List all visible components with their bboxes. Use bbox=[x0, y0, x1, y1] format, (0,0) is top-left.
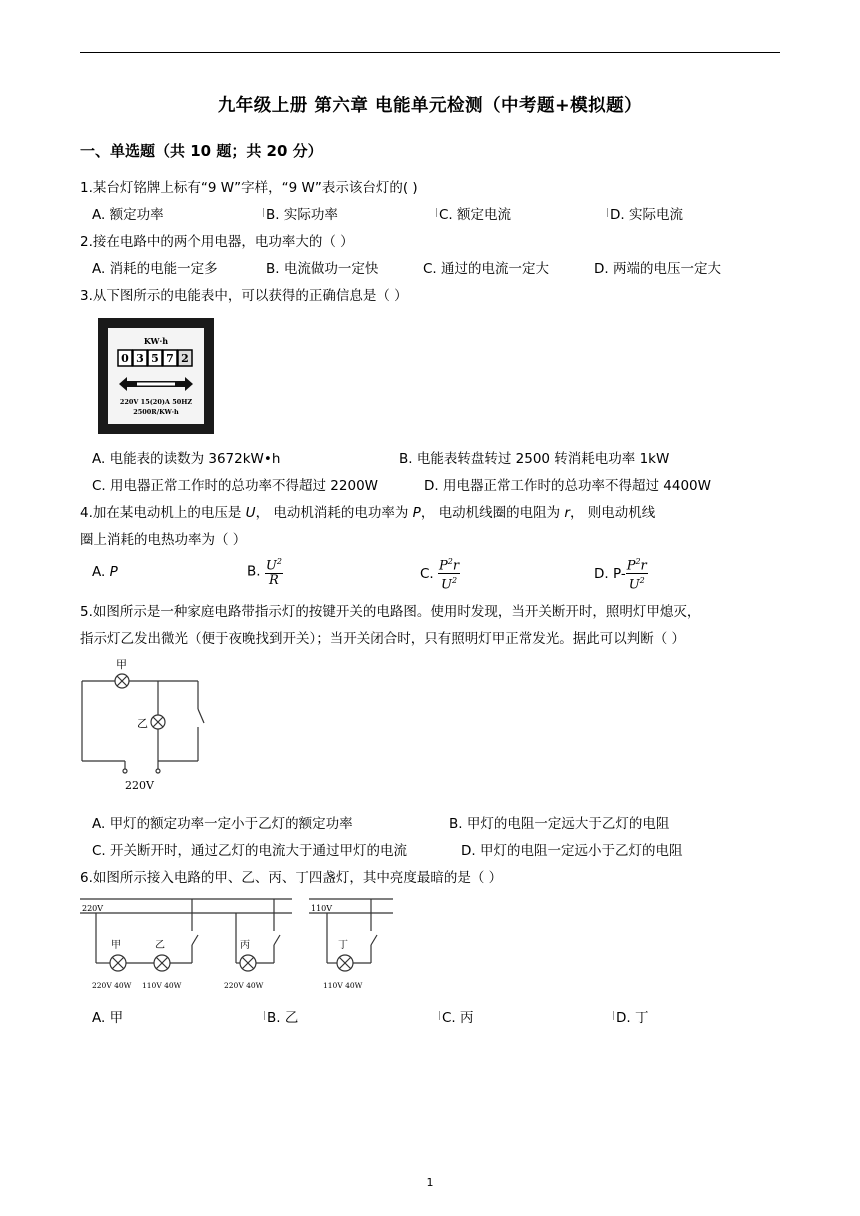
question-2-option-a: A. 消耗的电能一定多 bbox=[92, 261, 218, 277]
stem-text: ， 电动机消耗的电功率为 bbox=[255, 505, 413, 521]
lamp-rating: 110V 40W bbox=[323, 981, 363, 990]
meter-digit: 7 bbox=[166, 352, 174, 365]
fraction bbox=[265, 555, 283, 588]
frac-num: U bbox=[265, 558, 277, 574]
question-1-stem: 1.某台灯铭牌上标有“9 W”字样，“9 W”表示该台灯的( ) bbox=[80, 180, 418, 196]
lamp-rating: 110V 40W bbox=[142, 981, 182, 990]
question-5-stem-line-1: 5.如图所示是一种家庭电路带指示灯的按键开关的电路图。使用时发现，当开关断开时，照明灯甲熄灭， bbox=[80, 604, 701, 620]
question-5-option-d: D. 甲灯的电阻一定远小于乙灯的电阻 bbox=[461, 843, 683, 859]
exponent: 2 bbox=[447, 557, 453, 566]
lamp-label-ding: 丁 bbox=[338, 940, 348, 951]
exponent: 2 bbox=[639, 576, 645, 586]
question-5-option-c: C. 开关断开时，通过乙灯的电流大于通过甲灯的电流 bbox=[92, 843, 408, 859]
page-title: 九年级上册 第六章 电能单元检测（中考题+模拟题） bbox=[217, 96, 643, 116]
question-2-option-d: D. 两端的电压一定大 bbox=[594, 261, 721, 277]
var-r: r bbox=[564, 505, 570, 521]
option-label: A. bbox=[92, 564, 110, 580]
lamps-circuit-figure-left bbox=[80, 895, 292, 995]
fraction bbox=[626, 555, 648, 593]
question-1-option-d: D. 实际电流 bbox=[610, 207, 683, 223]
frac-num: P bbox=[439, 558, 448, 574]
meter-spec-1: 220V 15(20)A 50HZ bbox=[119, 398, 193, 406]
question-2-stem: 2.接在电路中的两个用电器，电功率大的（ ） bbox=[80, 234, 354, 250]
question-6-option-d: D. 丁 bbox=[616, 1010, 649, 1026]
question-4-option-a bbox=[92, 564, 118, 580]
question-4-option-b bbox=[247, 555, 283, 588]
question-1-option-c: C. 额定电流 bbox=[439, 207, 512, 223]
frac-num: P bbox=[626, 558, 636, 574]
meter-spec-2: 2500R/KW·h bbox=[133, 408, 179, 416]
var-p: P bbox=[412, 505, 421, 521]
question-6-option-a: A. 甲 bbox=[92, 1010, 124, 1026]
frac-num-r: r bbox=[452, 558, 460, 574]
question-5-option-a: A. 甲灯的额定功率一定小于乙灯的额定功率 bbox=[92, 816, 353, 832]
option-var: P bbox=[109, 564, 118, 580]
electric-meter-figure bbox=[97, 317, 215, 435]
question-5-option-b: B. 甲灯的电阻一定远大于乙灯的电阻 bbox=[449, 816, 670, 832]
question-4-stem-line-2: 圈上消耗的电热功率为（ ） bbox=[80, 532, 247, 548]
question-4-option-c bbox=[420, 555, 460, 593]
option-label: D. P- bbox=[594, 565, 626, 582]
lamps-circuit-figure-right bbox=[309, 895, 393, 995]
frac-den: U bbox=[441, 577, 452, 593]
question-6-option-c: C. 丙 bbox=[442, 1010, 474, 1026]
option-label: B. bbox=[247, 563, 265, 580]
question-5-stem-line-2: 指示灯乙发出微光（便于夜晚找到开关）；当开关闭合时，只有照明灯甲正常发光。据此可以判断（ ） bbox=[80, 631, 686, 647]
supply-voltage-220: 220V bbox=[82, 904, 104, 913]
question-3-option-d: D. 用电器正常工作时的总功率不得超过 4400W bbox=[424, 478, 711, 494]
question-1-option-a: A. 额定功率 bbox=[92, 207, 164, 223]
question-2-option-b: B. 电流做功一定快 bbox=[266, 261, 379, 277]
question-4-stem bbox=[80, 501, 655, 521]
lamp-rating: 220V 40W bbox=[224, 981, 264, 990]
question-3-option-c: C. 用电器正常工作时的总功率不得超过 2200W bbox=[92, 478, 379, 494]
supply-voltage-110: 110V bbox=[311, 904, 333, 913]
meter-digit: 5 bbox=[151, 352, 159, 365]
question-3-option-b: B. 电能表转盘转过 2500 转消耗电功率 1kW bbox=[399, 451, 670, 467]
lamp-label-jia: 甲 bbox=[111, 940, 121, 951]
question-2-option-c: C. 通过的电流一定大 bbox=[423, 261, 550, 277]
question-3-stem: 3.从下图所示的电能表中，可以获得的正确信息是（ ） bbox=[80, 288, 408, 304]
question-3-option-a: A. 电能表的读数为 3672kW•h bbox=[92, 451, 281, 467]
meter-digit: 3 bbox=[136, 352, 144, 365]
lamp-label-bing: 丙 bbox=[240, 940, 250, 951]
exponent: 2 bbox=[276, 557, 282, 566]
var-u: U bbox=[245, 505, 256, 521]
page-number: 1 bbox=[426, 1176, 434, 1189]
meter-unit: KW·h bbox=[143, 336, 169, 346]
meter-digit: 0 bbox=[121, 352, 129, 365]
frac-num-r: r bbox=[640, 558, 647, 574]
stem-text: ， 电动机线圈的电阻为 bbox=[420, 505, 565, 521]
fraction bbox=[438, 555, 460, 593]
question-6-option-b: B. 乙 bbox=[267, 1010, 299, 1026]
source-voltage: 220V bbox=[125, 779, 154, 792]
switch-circuit-figure bbox=[78, 657, 228, 797]
lamp-label-jia: 甲 bbox=[116, 658, 127, 671]
option-label: C. bbox=[420, 565, 439, 582]
exponent: 2 bbox=[635, 557, 641, 566]
lamp-rating: 220V 40W bbox=[92, 981, 132, 990]
frac-den: U bbox=[628, 577, 640, 593]
question-6-stem: 6.如图所示接入电路的甲、乙、丙、丁四盏灯，其中亮度最暗的是（ ） bbox=[80, 870, 503, 886]
lamp-label-yi: 乙 bbox=[137, 717, 148, 730]
meter-digit: 2 bbox=[181, 352, 189, 365]
header-rule bbox=[80, 52, 780, 53]
question-4-option-d bbox=[594, 555, 648, 593]
exponent: 2 bbox=[451, 576, 458, 586]
lamp-label-yi: 乙 bbox=[155, 940, 165, 951]
stem-text: 4.加在某电动机上的电压是 bbox=[80, 505, 246, 521]
section-heading: 一、单选题（共 10 题；共 20 分） bbox=[80, 142, 323, 160]
question-1-option-b: B. 实际功率 bbox=[266, 207, 338, 223]
stem-text: ， 则电动机线 bbox=[569, 505, 656, 521]
frac-den: R bbox=[268, 573, 279, 589]
